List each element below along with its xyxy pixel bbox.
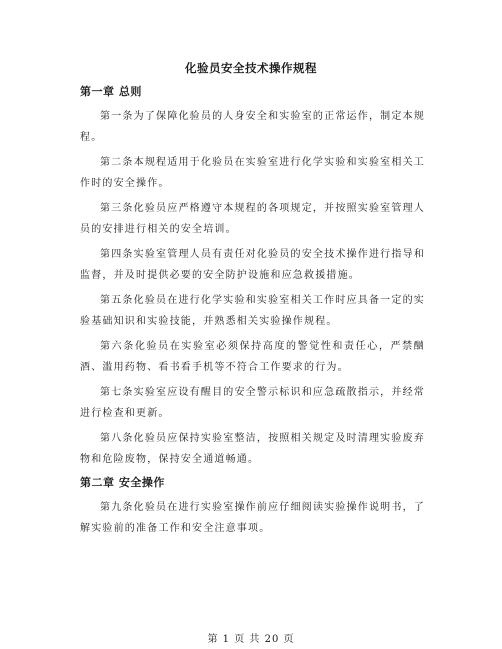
article-paragraph: 第八条化验员应保持实验室整洁，按照相关规定及时清理实验废弃物和危险废物，保持安全通道畅通。 — [80, 433, 425, 465]
article-paragraph: 第二条本规程适用于化验员在实验室进行化学实验和实验室相关工作时的安全操作。 — [80, 157, 425, 189]
article-paragraph: 第九条化验员在进行实验室操作前应仔细阅读实验操作说明书，了解实验前的准备工作和安全注意事项。 — [80, 502, 425, 534]
article-paragraph: 第一条为了保障化验员的人身安全和实验室的正常运作，制定本规程。 — [80, 111, 425, 143]
chapter-heading: 第一章 总则 — [80, 85, 142, 98]
document-title: 化验员安全技术操作规程 — [185, 61, 317, 75]
chapter-heading: 第二章 安全操作 — [80, 476, 165, 489]
article-paragraph: 第五条化验员在进行化学实验和实验室相关工作时应具备一定的实验基础知识和实验技能，并熟悉相关实验操作规程。 — [80, 295, 425, 327]
article-paragraph: 第六条化验员在实验室必须保持高度的警觉性和责任心，严禁酗酒、滥用药物、看书看手机等不符合工作要求的行为。 — [80, 341, 425, 373]
article-paragraph: 第七条实验室应设有醒目的安全警示标识和应急疏散指示，并经常进行检查和更新。 — [80, 387, 425, 419]
article-paragraph: 第四条实验室管理人员有责任对化验员的安全技术操作进行指导和监督，并及时提供必要的安全防护设施和应急救援措施。 — [80, 249, 425, 281]
document-body — [80, 84, 425, 544]
page-number-footer: 第 1 页 共 20 页 — [207, 634, 295, 645]
article-paragraph: 第三条化验员应严格遵守本规程的各项规定，并按照实验室管理人员的安排进行相关的安全培训。 — [80, 203, 425, 235]
chapter-section — [80, 475, 425, 539]
chapter-section — [80, 84, 425, 470]
